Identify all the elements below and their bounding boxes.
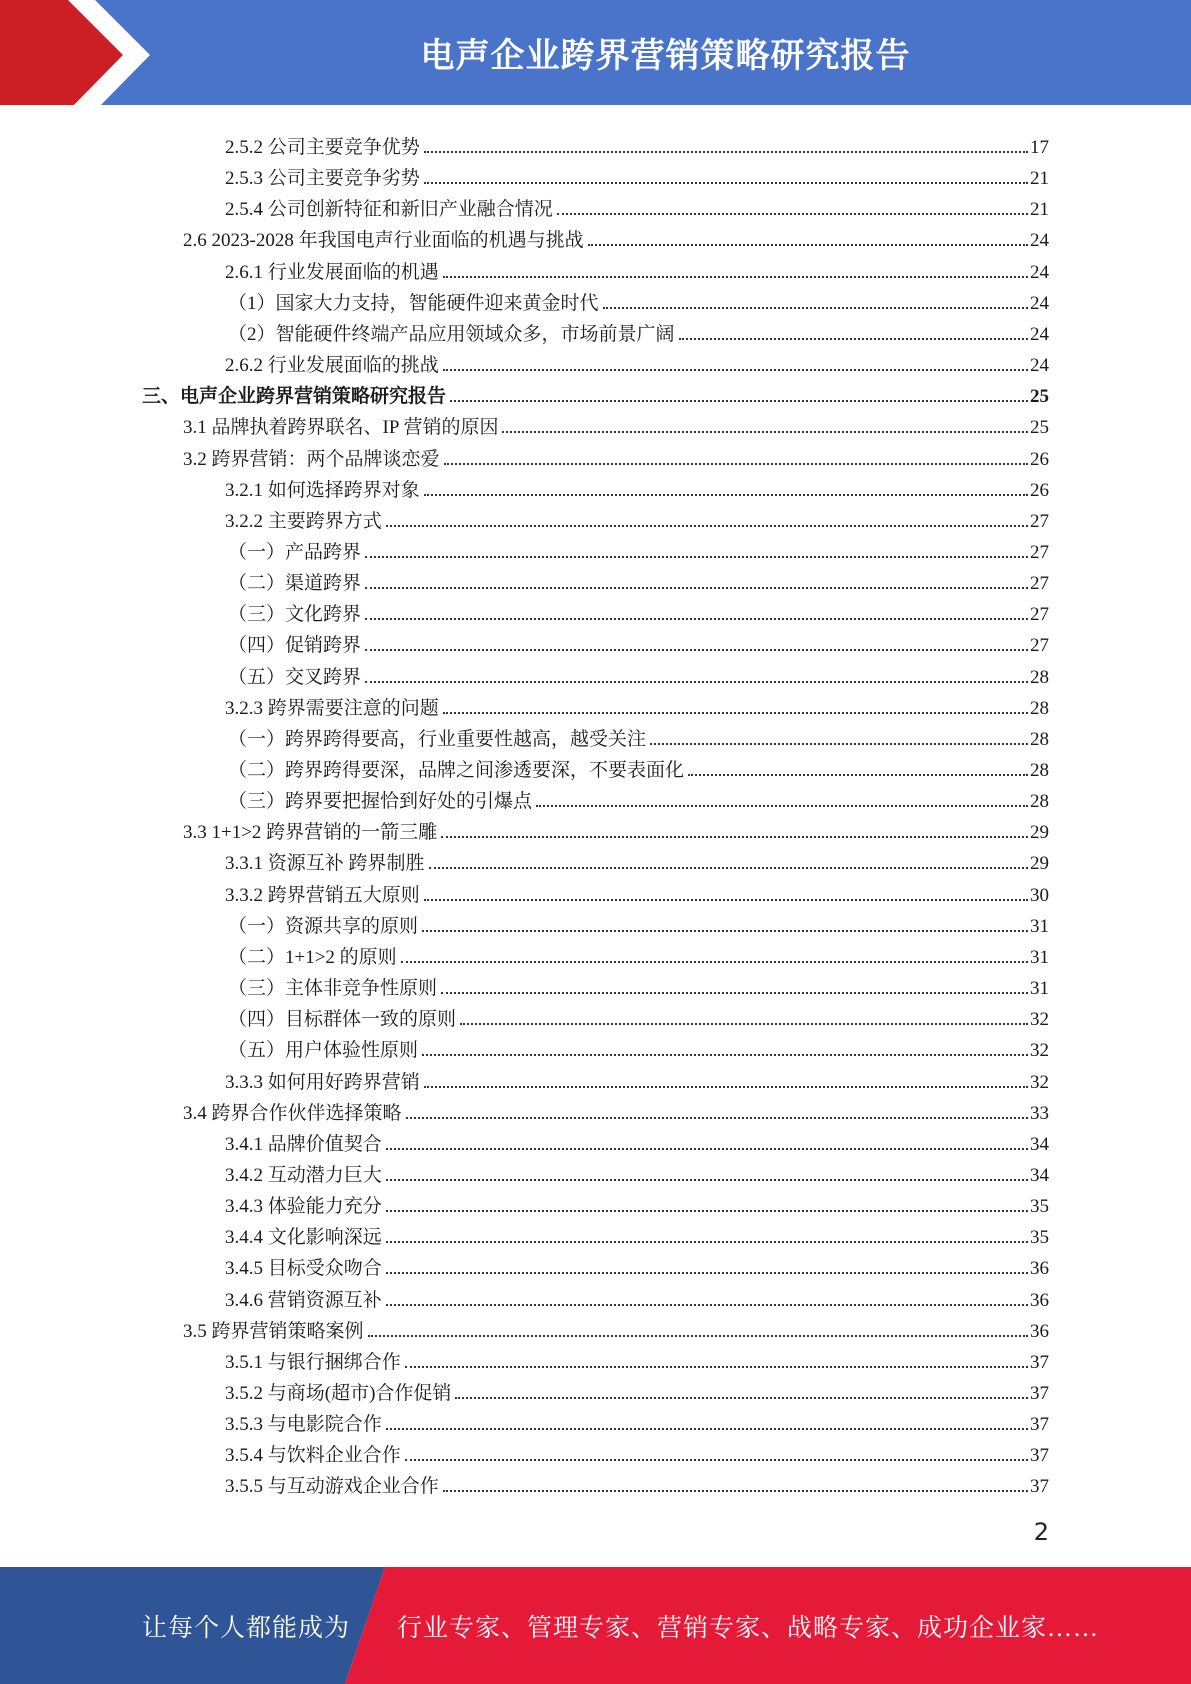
toc-entry[interactable] (228, 938, 1049, 969)
toc-entry[interactable] (225, 1125, 1049, 1156)
toc-entry-page: 37 (1030, 1445, 1049, 1467)
toc-entry[interactable] (225, 1218, 1049, 1249)
toc-entry[interactable] (183, 813, 1049, 844)
toc-entry[interactable] (225, 844, 1049, 875)
toc-entry-page: 27 (1030, 604, 1049, 626)
toc-entry-title: （三）文化跨界 (228, 604, 362, 626)
toc-entry-title: 3.4.2 互动潜力巨大 (225, 1164, 382, 1186)
toc-entry-title: 3.1 品牌执着跨界联名、IP 营销的原因 (183, 417, 499, 439)
toc-dot-leader (386, 525, 1028, 527)
toc-entry-page: 29 (1030, 822, 1049, 844)
toc-entry[interactable] (228, 315, 1049, 346)
toc-entry[interactable] (228, 907, 1049, 938)
page-number: 2 (1033, 1518, 1049, 1546)
toc-dot-leader (424, 494, 1028, 496)
toc-dot-leader (365, 618, 1028, 620)
toc-entry[interactable] (228, 658, 1049, 689)
toc-entry-page: 35 (1030, 1227, 1049, 1249)
toc-dot-leader (429, 867, 1028, 869)
toc-entry-title: （三）跨界要把握恰到好处的引爆点 (228, 791, 533, 813)
toc-entry-title: （二）1+1>2 的原则 (228, 946, 397, 968)
toc-dot-leader (386, 1148, 1028, 1150)
toc-entry-title: （五）交叉跨界 (228, 666, 362, 688)
toc-entry-title: 3.4.3 体验能力充分 (225, 1196, 382, 1218)
toc-entry[interactable] (183, 440, 1049, 471)
toc-entry-title: 3.4.1 品牌价值契合 (225, 1133, 382, 1155)
toc-entry-title: 3.2.1 如何选择跨界对象 (225, 479, 420, 501)
toc-entry-title: 3.4 跨界合作伙伴选择策略 (183, 1102, 402, 1124)
toc-entry[interactable] (228, 284, 1049, 315)
toc-entry[interactable] (225, 159, 1049, 190)
toc-entry[interactable] (225, 1405, 1049, 1436)
toc-entry-title: 3.3.3 如何用好跨界营销 (225, 1071, 420, 1093)
toc-dot-leader (588, 244, 1028, 246)
toc-entry-page: 30 (1030, 884, 1049, 906)
toc-dot-leader (422, 1054, 1028, 1056)
toc-entry-page: 37 (1030, 1476, 1049, 1498)
toc-entry[interactable] (225, 1374, 1049, 1405)
toc-entry-page: 26 (1030, 448, 1049, 470)
toc-entry[interactable] (225, 190, 1049, 221)
toc-entry-page: 24 (1030, 261, 1049, 283)
toc-dot-leader (365, 649, 1028, 651)
toc-dot-leader (603, 307, 1028, 309)
toc-entry-page: 21 (1030, 199, 1049, 221)
toc-entry[interactable] (225, 1249, 1049, 1280)
toc-entry[interactable] (183, 221, 1049, 252)
toc-entry-title: 3.2.3 跨界需要注意的问题 (225, 697, 439, 719)
document-title: 电声企业跨界营销策略研究报告 (420, 36, 911, 76)
toc-dot-leader (424, 182, 1028, 184)
toc-entry[interactable] (225, 1156, 1049, 1187)
toc-entry[interactable] (228, 533, 1049, 564)
page-header (0, 0, 1191, 111)
toc-entry[interactable] (225, 876, 1049, 907)
toc-entry[interactable] (183, 1094, 1049, 1125)
toc-entry-page: 29 (1030, 853, 1049, 875)
toc-entry-title: （五）用户体验性原则 (228, 1040, 419, 1062)
toc-entry-page: 27 (1030, 541, 1049, 563)
toc-entry-page: 27 (1030, 573, 1049, 595)
toc-entry-page: 31 (1030, 978, 1049, 1000)
toc-entry-page: 24 (1030, 230, 1049, 252)
toc-entry-page: 36 (1030, 1289, 1049, 1311)
toc-dot-leader (679, 338, 1028, 340)
toc-entry[interactable] (183, 1312, 1049, 1343)
toc-entry-title: （二）跨界跨得要深，品牌之间渗透要深，不要表面化 (228, 760, 685, 781)
toc-entry-title: 3.4.5 目标受众吻合 (225, 1258, 382, 1280)
toc-dot-leader (460, 1023, 1028, 1025)
toc-dot-leader (406, 1117, 1028, 1119)
toc-entry-page: 28 (1030, 791, 1049, 813)
toc-dot-leader (422, 930, 1028, 932)
toc-dot-leader (365, 587, 1028, 589)
toc-dot-leader (441, 836, 1028, 838)
toc-dot-leader (405, 1366, 1028, 1368)
toc-entry-page: 34 (1030, 1164, 1049, 1186)
toc-entry-title: （一）产品跨界 (228, 541, 362, 563)
toc-entry[interactable] (228, 751, 1049, 782)
toc-dot-leader (443, 369, 1028, 371)
toc-dot-leader (557, 213, 1028, 215)
toc-entry[interactable] (228, 782, 1049, 813)
toc-dot-leader (444, 463, 1028, 465)
toc-entry[interactable] (225, 1281, 1049, 1312)
toc-entry-title: 3.4.4 文化影响深远 (225, 1227, 382, 1249)
toc-entry-title: 3.5.3 与电影院合作 (225, 1414, 382, 1436)
toc-entry-page: 36 (1030, 1258, 1049, 1280)
toc-entry-page: 27 (1030, 510, 1049, 532)
toc-entry-page: 37 (1030, 1351, 1049, 1373)
toc-entry[interactable] (228, 1031, 1049, 1062)
toc-entry-page: 26 (1030, 479, 1049, 501)
toc-dot-leader (365, 681, 1028, 683)
toc-entry-page: 31 (1030, 915, 1049, 937)
toc-dot-leader (386, 1241, 1028, 1243)
toc-entry-title: 3.5.1 与银行捆绑合作 (225, 1351, 401, 1373)
toc-entry-title: 3.2.2 主要跨界方式 (225, 510, 382, 532)
toc-dot-leader (386, 1210, 1028, 1212)
toc-entry-title: （2）智能硬件终端产品应用领域众多，市场前景广阔 (228, 323, 675, 345)
toc-dot-leader (386, 1179, 1028, 1181)
toc-dot-leader (502, 431, 1028, 433)
toc-dot-leader (424, 899, 1028, 901)
toc-entry[interactable] (225, 689, 1049, 720)
toc-entry[interactable] (225, 1436, 1049, 1467)
toc-entry[interactable] (225, 502, 1049, 533)
toc-entry-page: 17 (1030, 137, 1049, 158)
toc-dot-leader (441, 992, 1028, 994)
toc-dot-leader (450, 400, 1028, 402)
toc-entry-title: 3.5.4 与饮料企业合作 (225, 1445, 401, 1467)
toc-entry-page: 24 (1030, 292, 1049, 314)
toc-entry[interactable] (228, 720, 1049, 751)
toc-entry[interactable] (228, 564, 1049, 595)
toc-entry[interactable] (225, 1467, 1049, 1498)
toc-entry-title: （四）目标群体一致的原则 (228, 1009, 457, 1031)
toc-entry-page: 28 (1030, 697, 1049, 719)
toc-entry-page: 32 (1030, 1009, 1049, 1031)
toc-entry-page: 24 (1030, 355, 1049, 377)
toc-entry[interactable] (228, 626, 1049, 657)
toc-dot-leader (688, 774, 1028, 776)
toc-entry-title: 3.2 跨界营销：两个品牌谈恋爱 (183, 448, 440, 470)
toc-dot-leader (386, 1428, 1028, 1430)
toc-dot-leader (443, 712, 1028, 714)
toc-dot-leader (443, 1490, 1028, 1492)
toc-dot-leader (386, 1304, 1028, 1306)
toc-dot-leader (401, 961, 1028, 963)
toc-dot-leader (368, 1335, 1028, 1337)
toc-entry-title: 3.4.6 营销资源互补 (225, 1289, 382, 1311)
toc-entry-title: 3.3.2 跨界营销五大原则 (225, 884, 420, 906)
toc-dot-leader (536, 805, 1028, 807)
toc-entry[interactable] (225, 1063, 1049, 1094)
toc-entry-title: （一）资源共享的原则 (228, 915, 419, 937)
toc-entry-title: （一）跨界跨得要高，行业重要性越高，越受关注 (228, 728, 647, 750)
toc-entry-page: 28 (1030, 666, 1049, 688)
toc-entry-page: 28 (1030, 760, 1049, 781)
toc-entry-title: 2.6.2 行业发展面临的挑战 (225, 355, 439, 377)
toc-entry-page: 33 (1030, 1102, 1049, 1124)
toc-entry-page: 21 (1030, 168, 1049, 190)
toc-entry-title: （四）促销跨界 (228, 635, 362, 657)
toc-entry-title: 2.5.3 公司主要竞争劣势 (225, 168, 420, 190)
toc-entry-page: 34 (1030, 1133, 1049, 1155)
toc-entry-page: 37 (1030, 1383, 1049, 1404)
page-footer (0, 1567, 1191, 1684)
toc-entry-title: 3.3 1+1>2 跨界营销的一箭三雕 (183, 822, 438, 844)
toc-entry-title: 3.3.1 资源互补 跨界制胜 (225, 853, 425, 875)
toc-entry[interactable] (225, 128, 1049, 159)
toc-entry-title: 2.6.1 行业发展面临的机遇 (225, 261, 439, 283)
toc-entry-page: 36 (1030, 1320, 1049, 1342)
toc-dot-leader (424, 1086, 1028, 1088)
toc-entry[interactable] (142, 377, 1049, 408)
toc-dot-leader (455, 1397, 1028, 1399)
toc-entry[interactable] (225, 1187, 1049, 1218)
toc-entry-page: 24 (1030, 323, 1049, 345)
toc-entry-title: 2.5.4 公司创新特征和新旧产业融合情况 (225, 199, 553, 221)
toc-entry-page: 32 (1030, 1040, 1049, 1062)
toc-dot-leader (424, 151, 1028, 153)
toc-entry-title: 3.5 跨界营销策略案例 (183, 1320, 364, 1342)
toc-entry-page: 32 (1030, 1071, 1049, 1093)
toc-entry-page: 35 (1030, 1196, 1049, 1218)
toc-entry[interactable] (225, 346, 1049, 377)
toc-entry[interactable] (228, 969, 1049, 1000)
toc-entry-title: 三、电声企业跨界营销策略研究报告 (142, 386, 447, 408)
toc-dot-leader (650, 743, 1028, 745)
toc-entry[interactable] (225, 253, 1049, 284)
toc-entry-title: 2.5.2 公司主要竞争优势 (225, 137, 420, 158)
toc-entry-title: 3.5.2 与商场(超市)合作促销 (225, 1383, 452, 1404)
toc-dot-leader (405, 1459, 1028, 1461)
toc-entry-title: （二）渠道跨界 (228, 573, 362, 595)
toc-entry-title: （三）主体非竞争性原则 (228, 978, 438, 1000)
toc-entry-title: （1）国家大力支持，智能硬件迎来黄金时代 (228, 292, 599, 314)
toc-entry[interactable] (228, 1000, 1049, 1031)
toc-entry[interactable] (183, 408, 1049, 439)
toc-entry-page: 25 (1030, 417, 1049, 439)
toc-entry[interactable] (225, 1343, 1049, 1374)
toc-entry-page: 31 (1030, 946, 1049, 968)
toc-entry[interactable] (225, 471, 1049, 502)
footer-slogan-right: 行业专家、管理专家、营销专家、战略专家、成功企业家…… (397, 1614, 1100, 1642)
toc-entry-page: 28 (1030, 728, 1049, 750)
toc-entry-page: 27 (1030, 635, 1049, 657)
toc-entry-title: 3.5.5 与互动游戏企业合作 (225, 1476, 439, 1498)
footer-slogan-left: 让每个人都能成为 (142, 1614, 351, 1642)
toc-entry[interactable] (228, 595, 1049, 626)
toc-dot-leader (443, 276, 1028, 278)
toc-entry-page: 25 (1030, 386, 1049, 408)
toc-dot-leader (365, 556, 1028, 558)
toc-entry-title: 2.6 2023-2028 年我国电声行业面临的机遇与挑战 (183, 230, 584, 252)
toc-dot-leader (386, 1272, 1028, 1274)
toc-entry-page: 37 (1030, 1414, 1049, 1436)
